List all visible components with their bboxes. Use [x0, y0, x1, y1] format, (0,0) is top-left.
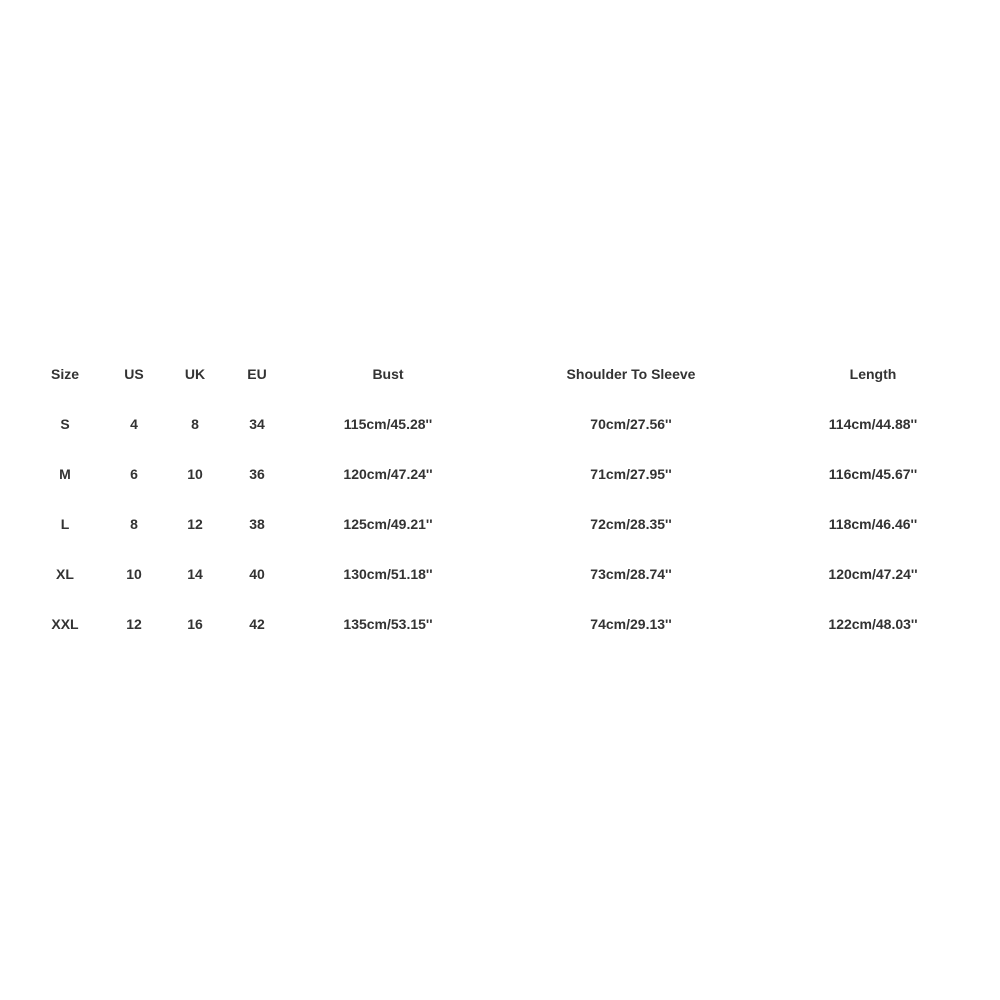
cell-shoulder-to-sleeve: 71cm/27.95'': [590, 466, 672, 482]
cell-size: XL: [56, 566, 74, 582]
cell-shoulder-to-sleeve: 72cm/28.35'': [590, 516, 672, 532]
cell-us: 6: [130, 466, 138, 482]
cell-eu: 42: [249, 616, 265, 632]
cell-length: 118cm/46.46'': [828, 516, 918, 532]
cell-us: 8: [130, 516, 138, 532]
table-row: [0, 609, 1000, 639]
table-row: [0, 459, 1000, 489]
cell-shoulder-to-sleeve: 73cm/28.74'': [590, 566, 672, 582]
cell-bust: 125cm/49.21'': [343, 516, 433, 532]
cell-uk: 16: [187, 616, 203, 632]
cell-length: 116cm/45.67'': [828, 466, 918, 482]
header-eu: EU: [247, 366, 267, 382]
cell-eu: 40: [249, 566, 265, 582]
cell-eu: 34: [249, 416, 265, 432]
cell-us: 4: [130, 416, 138, 432]
cell-uk: 14: [187, 566, 203, 582]
cell-bust: 135cm/53.15'': [343, 616, 433, 632]
header-us: US: [124, 366, 144, 382]
header-length: Length: [849, 366, 897, 382]
cell-length: 120cm/47.24'': [828, 566, 918, 582]
cell-us: 10: [126, 566, 142, 582]
cell-length: 122cm/48.03'': [828, 616, 918, 632]
table-row: [0, 509, 1000, 539]
cell-bust: 130cm/51.18'': [343, 566, 433, 582]
cell-eu: 38: [249, 516, 265, 532]
header-size: Size: [50, 366, 80, 382]
cell-bust: 120cm/47.24'': [343, 466, 433, 482]
cell-uk: 8: [191, 416, 199, 432]
cell-size: S: [60, 416, 70, 432]
header-row: [0, 359, 1000, 389]
table-row: [0, 559, 1000, 589]
cell-us: 12: [126, 616, 142, 632]
header-shoulder-to-sleeve: Shoulder To Sleeve: [566, 366, 696, 382]
cell-shoulder-to-sleeve: 70cm/27.56'': [590, 416, 672, 432]
cell-uk: 10: [187, 466, 203, 482]
cell-length: 114cm/44.88'': [828, 416, 918, 432]
cell-size: L: [60, 516, 70, 532]
header-uk: UK: [184, 366, 206, 382]
cell-size: XXL: [51, 616, 79, 632]
cell-uk: 12: [187, 516, 203, 532]
table-row: [0, 409, 1000, 439]
cell-eu: 36: [249, 466, 265, 482]
cell-shoulder-to-sleeve: 74cm/29.13'': [590, 616, 672, 632]
header-bust: Bust: [372, 366, 404, 382]
cell-bust: 115cm/45.28'': [343, 416, 433, 432]
cell-size: M: [59, 466, 71, 482]
